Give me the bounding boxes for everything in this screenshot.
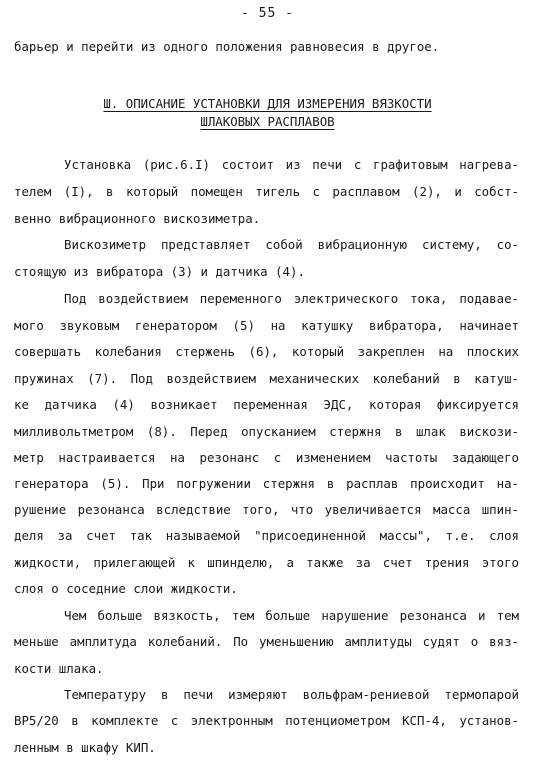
text-line: жидкости, прилегающей к шпинделю, а также за счет трения этого (14, 555, 519, 570)
text-line: меньше амплитуда колебаний. По уменьшению амплитуды судят о вяз- (14, 634, 519, 649)
text-line: Установка (рис.6.I) состоит из печи с графитовым нагрева- (64, 157, 519, 172)
text-line: слоя о соседние слои жидкости. (14, 581, 238, 596)
page-number: - 55 - (241, 6, 294, 21)
text-line: Вискозиметр представляет собой вибрационную систему, со- (64, 237, 519, 252)
text-line: совершать колебания стержень (6), который закреплен на плоских (14, 344, 519, 359)
text-line: барьер и перейти из одного положения равновесия в другое. (14, 39, 440, 54)
text-line: метр настраивается на резонанс с изменением частоты задающего (14, 450, 519, 465)
text-line: генератора (5). При погружении стержня в расплав происходит на- (14, 476, 519, 491)
text-line: ВР5/20 в комплекте с электронным потенциометром КСП-4, установ- (14, 713, 519, 728)
text-line: Под воздействием переменного электрического тока, подавае- (64, 291, 519, 306)
text-line: Температуру в печи измеряют вольфрам-рениевой термопарой (64, 687, 519, 702)
text-line: кости шлака. (14, 661, 104, 676)
section-heading: Ш. ОПИСАНИЕ УСТАНОВКИ ДЛЯ ИЗМЕРЕНИЯ ВЯЗКОСТИ (103, 96, 432, 111)
text-line: милливольтметром (8). Перед опусканием стержня в шлак вискози- (14, 424, 519, 439)
text-line: Чем больше вязкость, тем больше нарушение резонанса и тем (64, 608, 519, 623)
text-line: деля за счет так называемой "присоединенной массы", т.е. слоя (14, 528, 519, 543)
section-heading-continued: ШЛАКОВЫХ РАСПЛАВОВ (200, 114, 335, 129)
text-line: телем (I), в который помещен тигель с расплавом (2), и собст- (14, 184, 519, 199)
text-line: ке датчика (4) возникает переменная ЭДС, которая фиксируется (14, 397, 519, 412)
text-line: мого звуковым генератором (5) на катушку вибратора, начинает (14, 318, 519, 333)
text-line: венно вибрационного вискозиметра. (14, 211, 261, 226)
text-line: пружинах (7). Под воздействием механических колебаний в катуш- (14, 371, 519, 386)
text-line: рушение резонанса вследствие того, что увеличивается масса шпин- (14, 502, 519, 517)
text-line: ленным в шкафу КИП. (14, 740, 156, 755)
text-line: стоящую из вибратора (3) и датчика (4). (14, 264, 305, 279)
